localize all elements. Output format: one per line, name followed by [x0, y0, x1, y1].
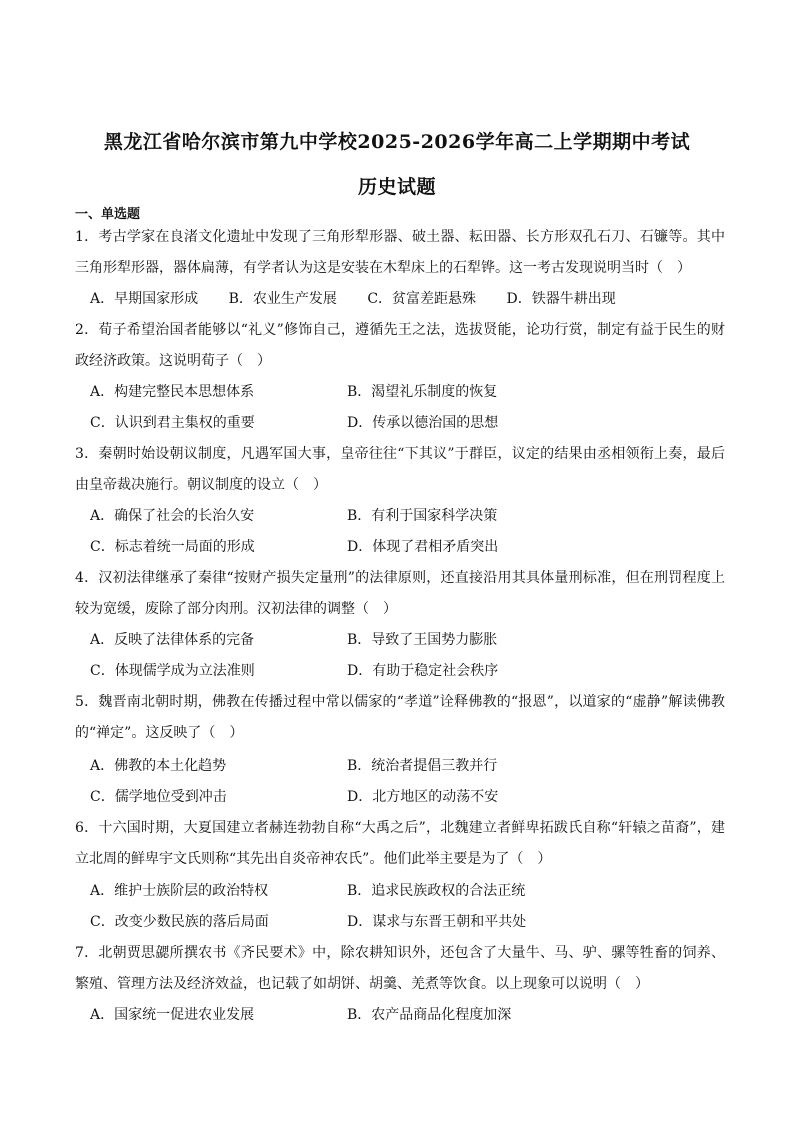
- option-b: B．渴望礼乐制度的恢复: [347, 384, 498, 400]
- option-a: A．确保了社会的长治久安: [90, 508, 255, 524]
- option-c: C．体现儒学成为立法准则: [90, 663, 255, 679]
- option-a: A．佛教的本土化趋势: [90, 758, 227, 774]
- option-d: D．谋求与东晋王朝和平共处: [347, 914, 527, 930]
- question-options: [90, 1000, 710, 1031]
- option-c: C．认识到君主集权的重要: [90, 415, 255, 431]
- option-c: C．标志着统一局面的形成: [90, 539, 255, 555]
- option-d: D．有助于稳定社会秩序: [347, 663, 499, 679]
- exam-subtitle: 历史试题: [357, 176, 436, 198]
- question-stem: 6．十六国时期，大夏国建立者赫连勃勃自称“大禹之后”，北魏建立者鲜卑拓跋氏自称“轩辕之苗裔”，建立北周的鲜卑宇文氏则称“其先出自炎帝神农氏”。他们此举主要是为了（ ）: [75, 820, 725, 867]
- option-d: D．北方地区的动荡不安: [347, 789, 499, 805]
- option-a: A．早期国家形成: [90, 291, 199, 307]
- option-c: C．贫富差距悬殊: [367, 291, 477, 307]
- question-options: [90, 656, 710, 687]
- question-options: [90, 532, 710, 563]
- option-b: B．统治者提倡三教并行: [347, 758, 498, 774]
- option-b: B．农业生产发展: [228, 291, 337, 307]
- question-options: [90, 782, 710, 813]
- question-stem: 5．魏晋南北朝时期，佛教在传播过程中常以儒家的“孝道”诠释佛教的“报恩”，以道家的“虚静”解读佛教的“禅定”。这反映了（ ）: [75, 694, 725, 741]
- question-options: [90, 501, 710, 532]
- question-options: [90, 751, 710, 782]
- question-options: [90, 284, 710, 315]
- option-c: C．儒学地位受到冲击: [90, 789, 227, 805]
- question-stem: 4．汉初法律继承了秦律“按财产损失定量刑”的法律原则，还直接沿用其具体量刑标准，但在刑罚程度上较为宽缓，废除了部分肉刑。汉初法律的调整（ ）: [75, 570, 725, 617]
- question-stem: 7．北朝贾思勰所撰农书《齐民要术》中，除农耕知识外，还包含了大量牛、马、驴、骡等牲畜的饲养、繁殖、管理方法及经济效益，也记载了如胡饼、胡羹、羌煮等饮食。以上现象可以说明（ ）: [75, 945, 725, 992]
- option-a: A．构建完整民本思想体系: [90, 384, 255, 400]
- question-options: [90, 907, 710, 938]
- question-options: [90, 408, 710, 439]
- option-c: C．改变少数民族的落后局面: [90, 914, 269, 930]
- question-stem: 2．荀子希望治国者能够以“礼义”修饰自己，遵循先王之法，选拔贤能，论功行赏，制定有益于民生的财政经济政策。这说明荀子（ ）: [75, 322, 725, 369]
- question-stem: 3．秦朝时始设朝议制度，凡遇军国大事，皇帝往往“下其议”于群臣，议定的结果由丞相领衔上奏，最后由皇帝裁决施行。朝议制度的设立（ ）: [75, 446, 725, 493]
- option-d: D．铁器牛耕出现: [506, 291, 616, 307]
- option-b: B．农产品商品化程度加深: [347, 1007, 512, 1023]
- question-options: [90, 876, 710, 907]
- exam-title: 黑龙江省哈尔滨市第九中学校2025-2026学年高二上学期期中考试: [103, 131, 691, 153]
- option-b: B．有利于国家科学决策: [347, 508, 498, 524]
- option-a: A．反映了法律体系的完备: [90, 632, 255, 648]
- option-b: B．追求民族政权的合法正统: [347, 883, 526, 899]
- option-d: D．体现了君相矛盾突出: [347, 539, 499, 555]
- option-a: A．国家统一促进农业发展: [90, 1007, 255, 1023]
- option-b: B．导致了王国势力膨胀: [347, 632, 498, 648]
- question-options: [90, 377, 710, 408]
- option-a: A．维护士族阶层的政治特权: [90, 883, 269, 899]
- option-d: D．传承以德治国的思想: [347, 415, 499, 431]
- section-heading: 一、单选题: [75, 207, 141, 222]
- question-options: [90, 625, 710, 656]
- question-stem: 1．考古学家在良渚文化遗址中发现了三角形犁形器、破土器、耘田器、长方形双孔石刀、石镰等。其中三角形犁形器，器体扁薄，有学者认为这是安装在木犁床上的石犁铧。这一考古发现说明当时（ ）: [75, 229, 725, 276]
